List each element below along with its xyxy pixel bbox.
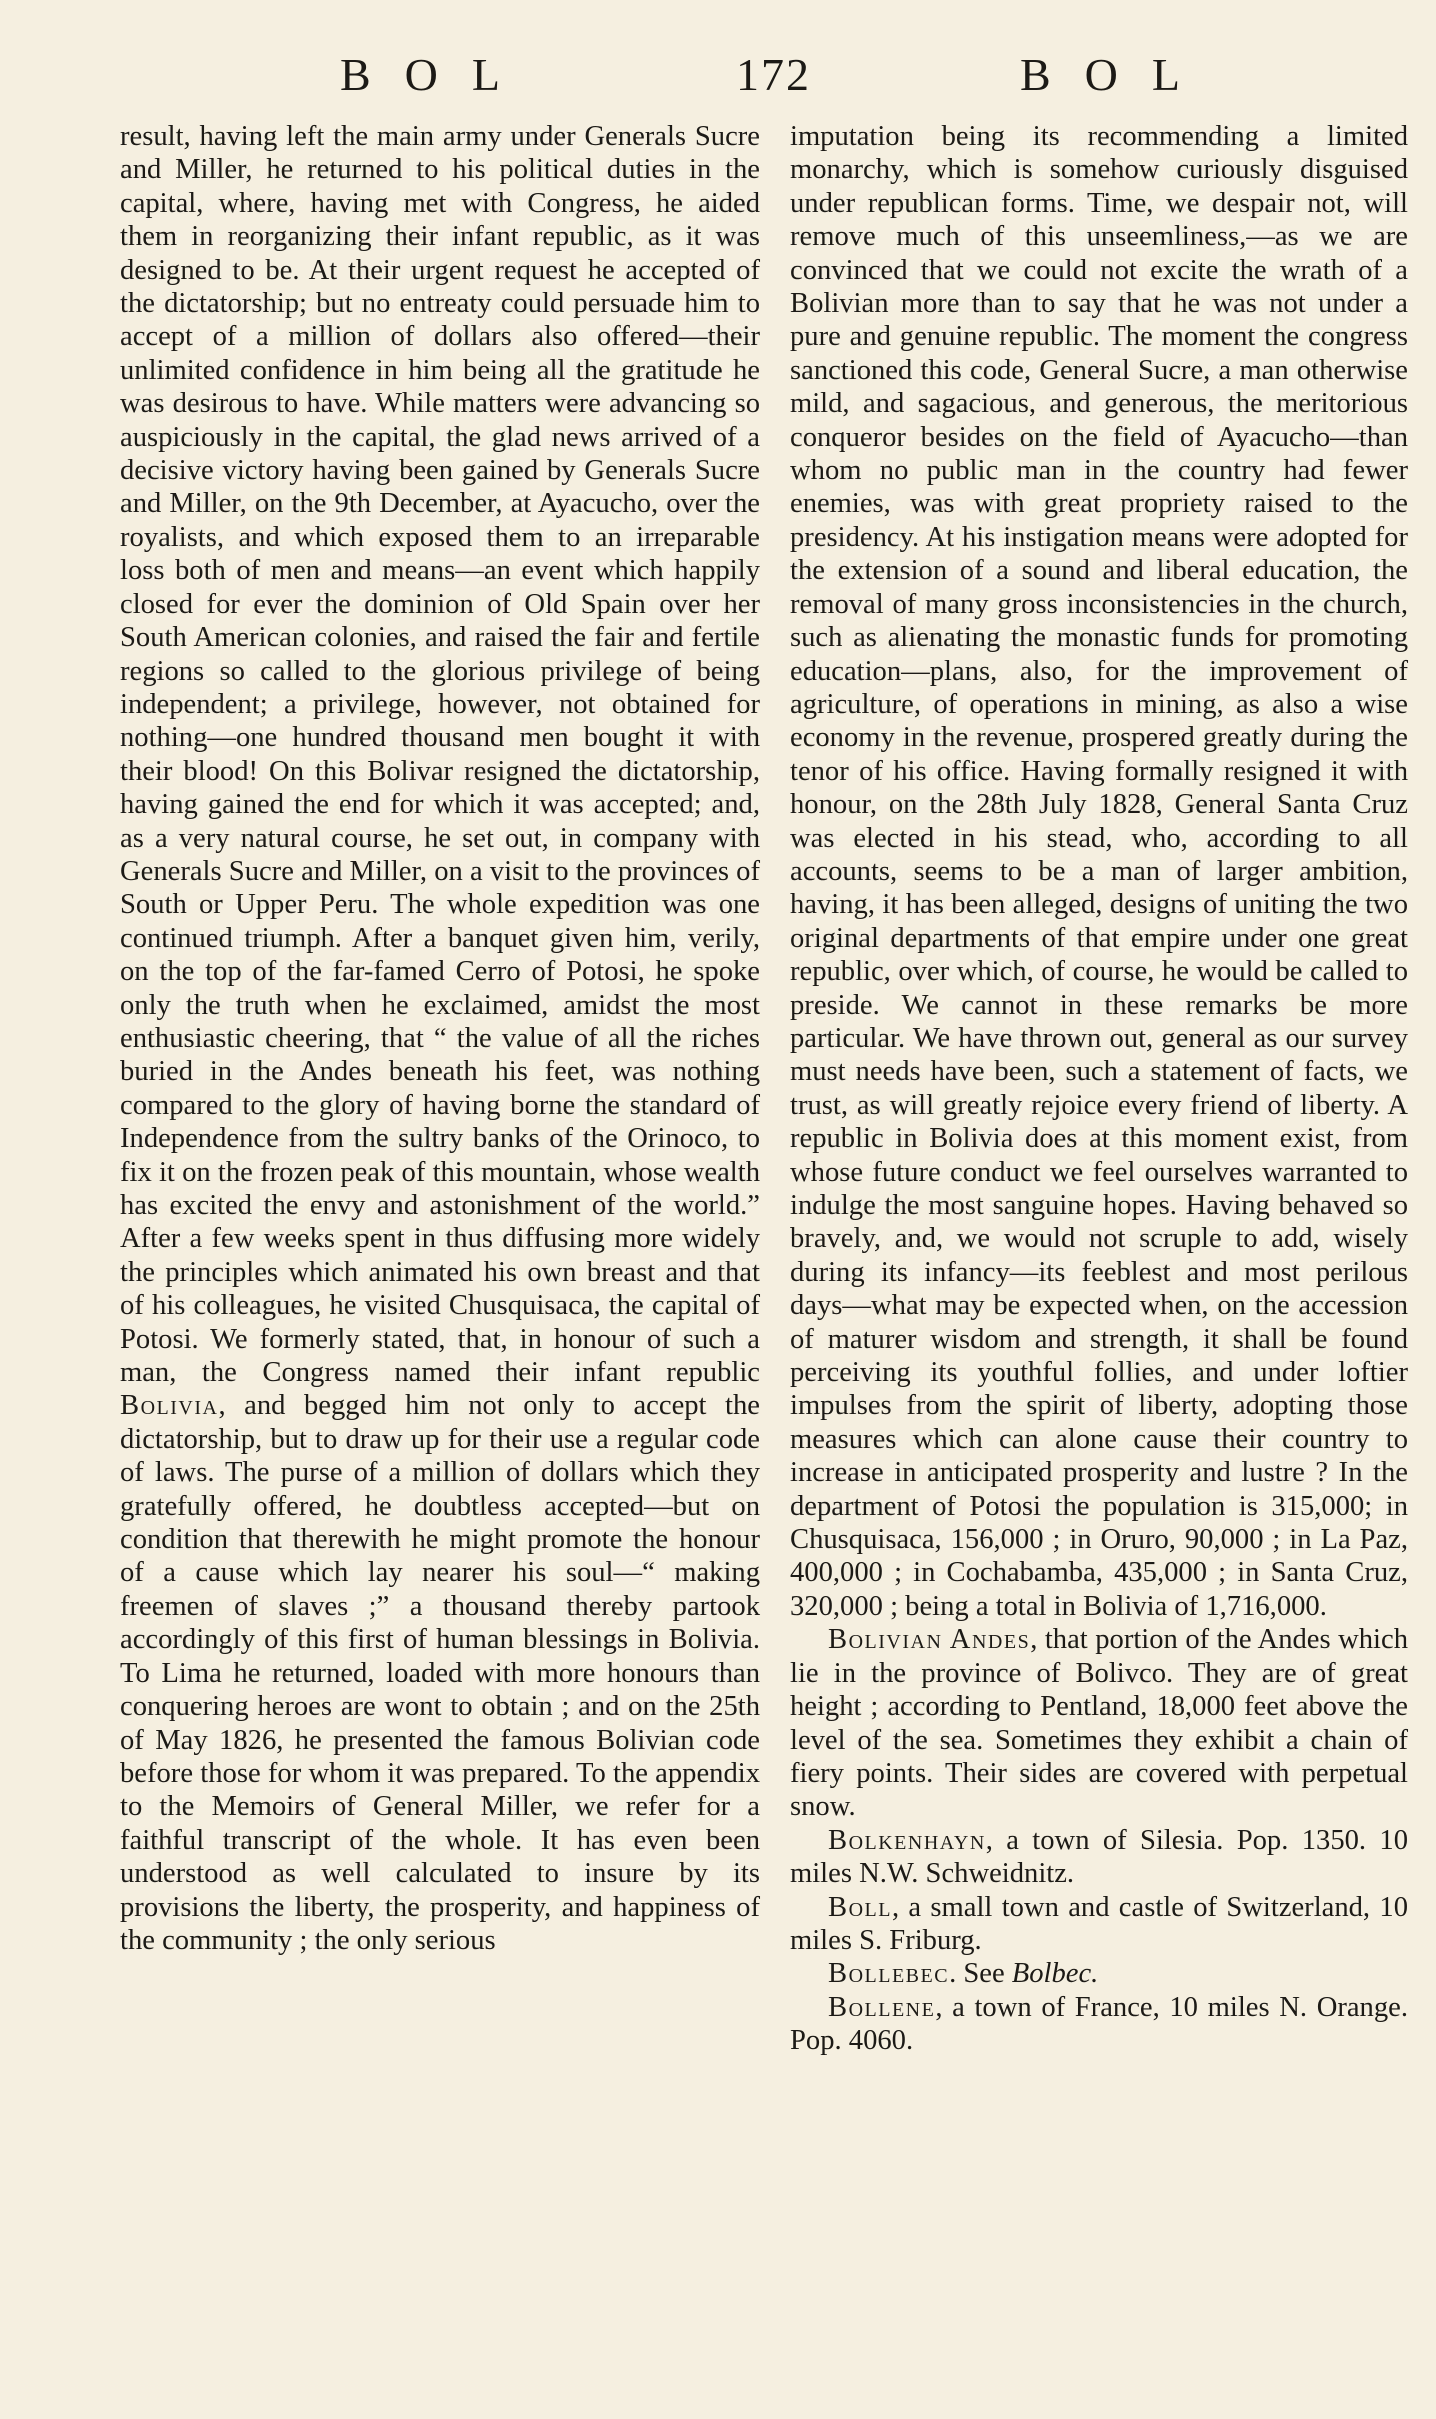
entry-headword: Bolkenhayn bbox=[828, 1824, 986, 1856]
entry-boll bbox=[790, 1891, 1408, 1958]
article-text-part-2: , and begged him not only to accept the dictatorship, but to draw up for their use a regular code of laws. The purse of a million of dollars which they gratefully offered, he doubtless accepted—but on condition that therewith he might promote the honour of a cause which lay nearer his soul—“ making freemen of slaves ;” a thousand thereby partook accordingly of this first of human blessings in Bolivia. To Lima he returned, loaded with more honours than conquering heroes are wont to obtain ; and on the 25th of May 1826, he presented the famous Bolivian code before those for whom it was prepared. To the appendix to the Memoirs of General Miller, we refer for a faithful transcript of the whole. It has even been understood as well calculated to insure by its provisions the liberty, the prosperity, and happiness of the community ; the only serious bbox=[120, 1390, 760, 1956]
entry-body: , that portion of the Andes which lie in the province of Bolivco. They are of great height ; according to Pentland, 18,000 feet above the level of the sea. Sometimes they exhibit a chain of fiery points. Their sides are covered with perpetual snow. bbox=[790, 1624, 1408, 1823]
page-number: 172 bbox=[736, 49, 811, 100]
entry-headword: Bollene bbox=[828, 1991, 936, 2023]
running-header bbox=[0, 48, 1436, 108]
entry-body: , a town of France, 10 miles N. Orange. Pop. 4060. bbox=[790, 1991, 1408, 2057]
entry-body: , a town of Silesia. Pop. 1350. 10 miles N.W. Schweidnitz. bbox=[790, 1824, 1408, 1890]
article-paragraph bbox=[120, 120, 760, 1957]
entry-bolkenhayn bbox=[790, 1824, 1408, 1891]
entry-headword: Bolivian Andes bbox=[828, 1624, 1031, 1656]
header-left: BOL bbox=[340, 49, 534, 100]
entry-body: , a small town and castle of Switzerland, 10 miles S. Friburg. bbox=[790, 1891, 1408, 1956]
entry-headword: Bollebec bbox=[828, 1958, 950, 1990]
cross-reference: Bolbec. bbox=[1011, 1958, 1099, 1990]
article-continuation: imputation being its recommending a limited monarchy, which is somehow curiously disguised under republican forms. Time, we despair not, will remove much of this unseemliness,—as we are convinced that we could not excite the wrath of a Bolivian more than to say that he was not under a pure and genuine republic. The moment the congress sanctioned this code, General Sucre, a man otherwise mild, and sagacious, and generous, the meritorious conqueror besides on the field of Ayacucho—than whom no public man in the country had fewer enemies, was with great propriety raised to the presidency. At his instigation means were adopted for the extension of a sound and liberal education, the removal of many gross inconsistencies in the church, such as alienating the monastic funds for promoting education—plans, also, for the improvement of agriculture, of operations in mining, as also a wise economy in the revenue, prospered greatly during the tenor of his office. Having formally resigned it with honour, on the 28th July 1828, General Santa Cruz was elected in his stead, who, according to all accounts, seems to be a man of larger ambition, having, it has been alleged, designs of uniting the two original departments of that empire under one great republic, over which, of course, he would be called to preside. We cannot in these remarks be more particular. We have thrown out, general as our survey must needs have been, such a statement of facts, we trust, as will greatly rejoice every friend of liberty. A republic in Bolivia does at this moment exist, from whose future conduct we feel ourselves warranted to indulge the most sanguine hopes. Having behaved so bravely, and, we would not scruple to add, wisely during its infancy—its feeblest and most perilous days—what may be expected when, on the accession of maturer wisdom and strength, it shall be found perceiving its youthful follies, and under loftier impulses from the spirit of liberty, adopting those measures which can alone cause their country to increase in anticipated prosperity and lustre ? In the department of Potosi the population is 315,000; in Chusquisaca, 156,000 ; in Oruro, 90,000 ; in La Paz, 400,000 ; in Cochabamba, 435,000 ; in Santa Cruz, 320,000 ; being a total in Bolivia of 1,716,000. bbox=[790, 121, 1408, 1622]
entry-bolivian-andes bbox=[790, 1623, 1408, 1823]
entry-bollene bbox=[790, 1991, 1408, 2058]
left-column bbox=[120, 120, 760, 1957]
bolivia-small-caps: Bolivia bbox=[120, 1390, 219, 1422]
entry-body: . See bbox=[949, 1958, 1012, 1990]
entry-headword: Boll bbox=[828, 1891, 892, 1923]
header-right: BOL bbox=[1020, 49, 1214, 100]
right-column bbox=[790, 120, 1408, 2058]
entry-bollebec bbox=[790, 1957, 1408, 1990]
article-text-part-1: result, having left the main army under Generals Sucre and Miller, he returned to his political duties in the capital, where, having met with Congress, he aided them in reorganizing their infant republic, as it was designed to be. At their urgent request he accepted of the dictatorship; but no entreaty could persuade him to accept of a million of dollars also offered—their unlimited confidence in him being all the gratitude he was desirous to have. While matters were advancing so auspiciously in the capital, the glad news arrived of a decisive victory having been gained by Generals Sucre and Miller, on the 9th December, at Ayacucho, over the royalists, and which exposed them to an irreparable loss both of men and means—an event which happily closed for ever the dominion of Old Spain over her South American colonies, and raised the fair and fertile regions so called to the glorious privilege of being independent; a privilege, however, not obtained for nothing—one hundred thousand men bought it with their blood! On this Bolivar resigned the dictatorship, having gained the end for which it was accepted; and, as a very natural course, he set out, in company with Generals Sucre and Miller, on a visit to the provinces of South or Upper Peru. The whole expedition was one continued triumph. After a banquet given him, verily, on the top of the far-famed Cerro of Potosi, he spoke only the truth when he exclaimed, amidst the most enthusiastic cheering, that “ the value of all the riches buried in the Andes beneath his feet, was nothing compared to the glory of having borne the standard of Independence from the sultry banks of the Orinoco, to fix it on the frozen peak of this mountain, whose wealth has excited the envy and astonishment of the world.” After a few weeks spent in thus diffusing more widely the principles which animated his own breast and that of his colleagues, he visited Chusquisaca, the capital of Potosi. We formerly stated, that, in honour of such a man, the Congress named their infant republic bbox=[120, 121, 760, 1389]
